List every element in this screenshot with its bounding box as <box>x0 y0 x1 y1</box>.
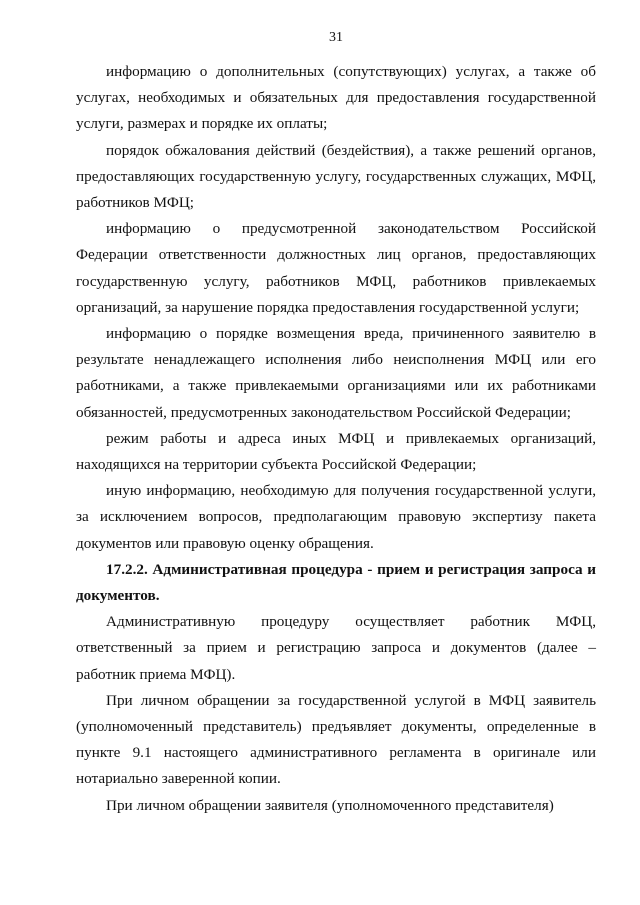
paragraph-working-hours: режим работы и адреса иных МФЦ и привлекаемых организаций, находящихся на территории субъекта Российской Федерации; <box>76 429 596 474</box>
page-number: 31 <box>329 30 343 45</box>
paragraph-damage-compensation: информацию о порядке возмещения вреда, причиненного заявителю в результате ненадлежащего исполнения либо неисполнения МФЦ или его работниками, а также привлекаемыми организациями или их работниками обязанностей, предусмотренных законодательством Российской Федерации; <box>76 325 596 421</box>
paragraph-document-presentation: При личном обращении за государственной услугой в МФЦ заявитель (уполномоченный представитель) предъявляет документы, определенные в пункте 9.1 настоящего административного регламента в оригинале или нотариально заверенной копии. <box>76 691 596 788</box>
paragraph-official-liability: информацию о предусмотренной законодательством Российской Федерации ответственности должностных лиц органов, предоставляющих государственную услугу, работников МФЦ, работников привлекаемых организаций, за нарушение порядка предоставления государственной услуги; <box>76 220 596 316</box>
paragraph-additional-services: информацию о дополнительных (сопутствующих) услугах, а также об услугах, необходимых и обязательных для предоставления государственной услуги, размерах и порядке их оплаты; <box>76 63 596 133</box>
paragraph-appeal-procedure: порядок обжалования действий (бездействия), а также решений органов, предоставляющих государственную услугу, государственных служащих, МФЦ, работников МФЦ; <box>76 141 596 212</box>
document-body <box>76 59 596 819</box>
section-heading: 17.2.2. Административная процедура - прием и регистрация запроса и документов. <box>76 560 596 605</box>
paragraph-personal-appeal: При личном обращении заявителя (уполномоченного представителя) <box>106 796 554 814</box>
paragraph-procedure-performer: Административную процедуру осуществляет работник МФЦ, ответственный за прием и регистрацию запроса и документов (далее – работник приема МФЦ). <box>76 613 596 683</box>
paragraph-other-information: иную информацию, необходимую для получения государственной услуги, за исключением вопросов, предполагающим правовую экспертизу пакета документов или правовую оценку обращения. <box>76 482 596 552</box>
